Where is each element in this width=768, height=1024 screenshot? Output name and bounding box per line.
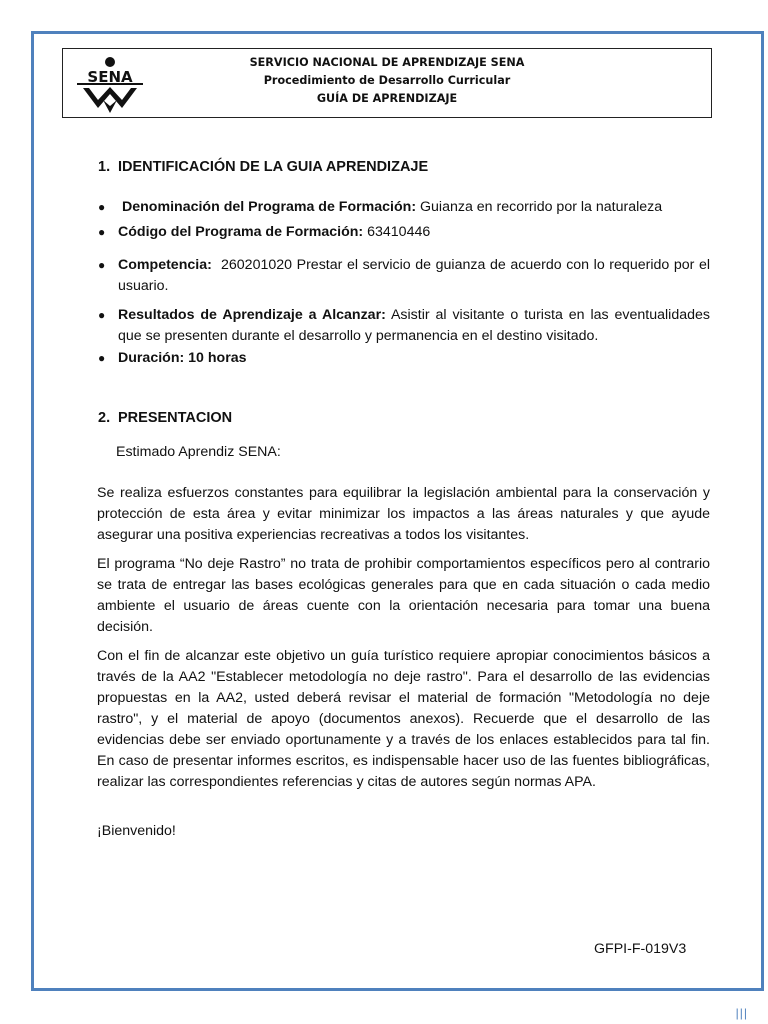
form-code: GFPI-F-019V3 — [594, 941, 687, 957]
paragraph-3: Con el fin de alcanzar este objetivo un guía turístico requiere apropiar conocimientos básicos a través de la AA2 "Establecer metodología no deje rastro". Para el desarrollo de las evidencias propuestas en la AA2, usted deberá revisar el material de formación "Metodología no deje rastro", y el material de apoyo (documentos anexos). Recuerde que el desarrollo de las evidencias debe ser enviado oportunamente y a través de los enlaces establecidos para tal fin. En caso de presentar informes escritos, es indispensable hacer uso de las fuentes bibliográficas, realizar las correspondientes referencias y citas de autores según normas APA. — [97, 648, 710, 790]
paragraph-2: El programa “No deje Rastro” no trata de prohibir comportamientos específicos pero al contrario se trata de entregar las bases ecológicas generales para que en cada situación o cada medio ambiente el usuario de áreas cuente con la orientación necesaria para tomar una buena decisión. — [97, 556, 710, 635]
section2-heading: 2. PRESENTACION — [98, 410, 233, 426]
page-marker-icon: ||| — [735, 1006, 748, 1020]
document-header — [62, 48, 712, 118]
bullet-icon: ● — [98, 225, 106, 239]
list-item: ● Código del Programa de Formación: 63410446 — [98, 222, 710, 243]
list-item: ● Resultados de Aprendizaje a Alcanzar: Asistir al visitante o turista en las eventualidades que se presenten durante el desarrollo y permanencia en el destino visitado. — [98, 307, 710, 344]
bullet-icon: ● — [98, 200, 106, 214]
header-guide-title: GUÍA DE APRENDIZAJE — [316, 92, 458, 105]
bullet-icon: ● — [98, 308, 106, 322]
greeting: Estimado Aprendiz SENA: — [116, 444, 281, 460]
paragraph-1: Se realiza esfuerzos constantes para equilibrar la legislación ambiental para la conservación y protección de esta área y evitar minimizar los impactos a las áreas naturales y que ayude asegurar una positiva experiencias recreativas a todos los visitantes. — [97, 485, 710, 543]
list-item: ● Duración: 10 horas — [98, 348, 710, 369]
bullet-icon: ● — [98, 258, 106, 272]
list-item: ● Denominación del Programa de Formación: Guianza en recorrido por la naturaleza — [98, 197, 710, 218]
identification-list — [98, 197, 714, 369]
header-procedure: Procedimiento de Desarrollo Curricular — [263, 74, 511, 87]
closing-greeting: ¡Bienvenido! — [97, 823, 176, 839]
section1-heading: 1. IDENTIFICACIÓN DE LA GUIA APRENDIZAJE — [98, 159, 429, 175]
list-item: ● Competencia: 260201020 Prestar el servicio de guianza de acuerdo con lo requerido por el usuario. — [98, 257, 714, 294]
bullet-icon: ● — [98, 351, 106, 365]
header-institution: SERVICIO NACIONAL DE APRENDIZAJE SENA — [249, 56, 525, 69]
document-body — [97, 156, 714, 842]
svg-text:SENA: SENA — [87, 68, 133, 86]
